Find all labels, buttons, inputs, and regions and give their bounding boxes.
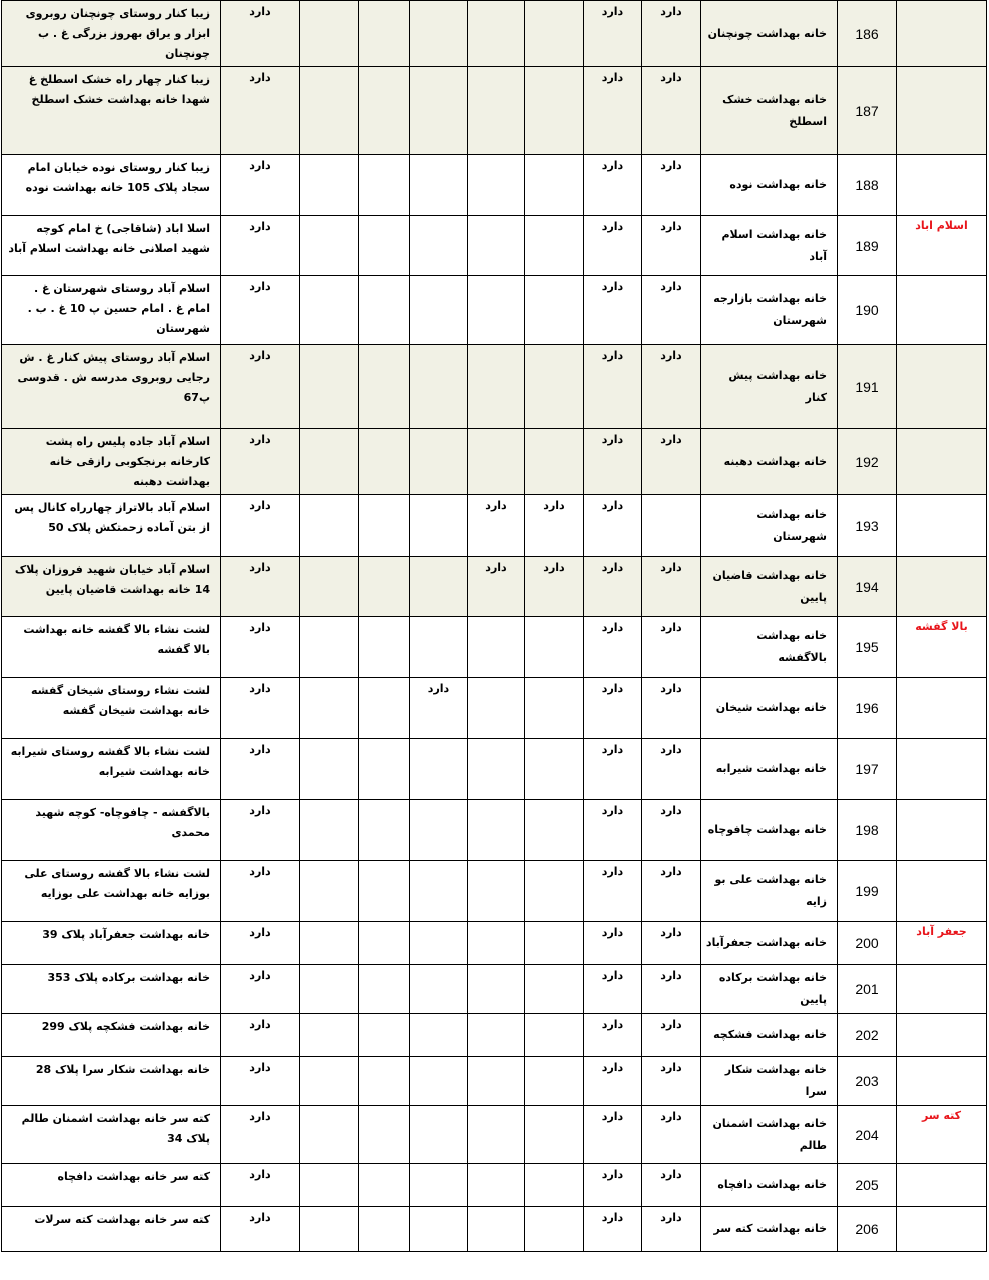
facility-c2-cell <box>300 1164 359 1207</box>
facility-c2-cell <box>300 861 359 922</box>
health-house-name-cell: خانه بهداشت شکار سرا <box>701 1057 838 1106</box>
table-row <box>2 965 987 1014</box>
facility-c2-cell <box>300 1 359 67</box>
facility-c7-cell: دارد <box>584 429 642 495</box>
facility-c8-cell: دارد <box>642 557 701 617</box>
facility-c5-cell: دارد <box>468 557 525 617</box>
row-number-cell: 201 <box>838 965 897 1014</box>
address-cell: کته سر خانه بهداشت اشمنان طالم پلاک 34 <box>2 1106 221 1164</box>
facility-c4-cell <box>410 1106 468 1164</box>
facility-c6-cell: دارد <box>525 557 584 617</box>
table-row <box>2 1164 987 1207</box>
facility-c2-cell <box>300 922 359 965</box>
row-number-cell: 196 <box>838 678 897 739</box>
facility-c4-cell <box>410 965 468 1014</box>
region-cell <box>897 345 987 429</box>
table-row <box>2 678 987 739</box>
facility-c8-cell: دارد <box>642 155 701 216</box>
facility-c7-cell: دارد <box>584 1 642 67</box>
facility-c6-cell <box>525 1207 584 1252</box>
facility-c7-cell: دارد <box>584 1106 642 1164</box>
facility-c3-cell <box>359 861 410 922</box>
health-house-name-cell: خانه بهداشت کته سر <box>701 1207 838 1252</box>
facility-c5-cell <box>468 965 525 1014</box>
facility-c1-cell: دارد <box>221 861 300 922</box>
table-row <box>2 67 987 155</box>
facility-c8-cell: دارد <box>642 678 701 739</box>
facility-c8-cell <box>642 495 701 557</box>
address-cell: اسلا اباد (شاقاجی) خ امام کوچه شهید اصلانی خانه بهداشت اسلام آباد <box>2 216 221 276</box>
facility-c4-cell <box>410 557 468 617</box>
address-cell: لشت نشاء روستای شیخان گفشه خانه بهداشت شیخان گفشه <box>2 678 221 739</box>
health-house-name-cell: خانه بهداشت دافچاه <box>701 1164 838 1207</box>
facility-c5-cell <box>468 1207 525 1252</box>
facility-c8-cell: دارد <box>642 429 701 495</box>
region-cell <box>897 678 987 739</box>
facility-c3-cell <box>359 678 410 739</box>
facility-c6-cell <box>525 678 584 739</box>
facility-c5-cell <box>468 800 525 861</box>
facility-c3-cell <box>359 429 410 495</box>
row-number-cell: 204 <box>838 1106 897 1164</box>
facility-c6-cell <box>525 1014 584 1057</box>
facility-c8-cell: دارد <box>642 617 701 678</box>
facility-c5-cell <box>468 922 525 965</box>
health-house-name-cell: خانه بهداشت جعفرآباد <box>701 922 838 965</box>
facility-c4-cell <box>410 345 468 429</box>
region-cell <box>897 1057 987 1106</box>
facility-c5-cell <box>468 67 525 155</box>
health-house-name-cell: خانه بهداشت شیرابه <box>701 739 838 800</box>
table-row <box>2 861 987 922</box>
address-cell: خانه بهداشت برکاده پلاک 353 <box>2 965 221 1014</box>
region-cell: بالا گفشه <box>897 617 987 678</box>
facility-c6-cell <box>525 800 584 861</box>
facility-c3-cell <box>359 216 410 276</box>
address-cell: خانه بهداشت فشکچه پلاک 299 <box>2 1014 221 1057</box>
facility-c7-cell: دارد <box>584 155 642 216</box>
table-row <box>2 216 987 276</box>
facility-c8-cell: دارد <box>642 800 701 861</box>
facility-c5-cell <box>468 345 525 429</box>
table-row <box>2 1106 987 1164</box>
region-cell <box>897 1014 987 1057</box>
row-number-cell: 206 <box>838 1207 897 1252</box>
facility-c3-cell <box>359 1164 410 1207</box>
facility-c5-cell <box>468 617 525 678</box>
facility-c3-cell <box>359 800 410 861</box>
facility-c4-cell <box>410 495 468 557</box>
row-number-cell: 205 <box>838 1164 897 1207</box>
health-house-name-cell: خانه بهداشت شیخان <box>701 678 838 739</box>
table-row <box>2 922 987 965</box>
region-cell <box>897 67 987 155</box>
region-cell <box>897 155 987 216</box>
address-cell: اسلام آباد روستای شهرستان غ . امام غ . امام حسین پ 10 غ . ب . شهرستان <box>2 276 221 345</box>
facility-c3-cell <box>359 1106 410 1164</box>
region-cell <box>897 800 987 861</box>
facility-c2-cell <box>300 557 359 617</box>
facility-c6-cell <box>525 276 584 345</box>
facility-c7-cell: دارد <box>584 557 642 617</box>
row-number-cell: 186 <box>838 1 897 67</box>
facility-c4-cell <box>410 739 468 800</box>
region-cell <box>897 1 987 67</box>
facility-c3-cell <box>359 495 410 557</box>
facility-c4-cell <box>410 1207 468 1252</box>
facility-c5-cell <box>468 861 525 922</box>
region-cell <box>897 557 987 617</box>
region-cell <box>897 861 987 922</box>
facility-c4-cell <box>410 216 468 276</box>
facility-c1-cell: دارد <box>221 155 300 216</box>
health-house-name-cell: خانه بهداشت دهبنه <box>701 429 838 495</box>
facility-c7-cell: دارد <box>584 1057 642 1106</box>
address-cell: اسلام آباد روستای پیش کنار غ . ش رجایی روبروی مدرسه ش . قدوسی پ67 <box>2 345 221 429</box>
facility-c8-cell: دارد <box>642 1 701 67</box>
facility-c6-cell <box>525 345 584 429</box>
facility-c6-cell <box>525 1106 584 1164</box>
health-house-name-cell: خانه بهداشت شهرستان <box>701 495 838 557</box>
table-row <box>2 617 987 678</box>
facility-c4-cell <box>410 922 468 965</box>
facility-c1-cell: دارد <box>221 1 300 67</box>
facility-c7-cell: دارد <box>584 739 642 800</box>
address-cell: زیبا کنار روستای نوده خیابان امام سجاد پلاک 105 خانه بهداشت نوده <box>2 155 221 216</box>
health-house-name-cell: خانه بهداشت فشکچه <box>701 1014 838 1057</box>
facility-c1-cell: دارد <box>221 345 300 429</box>
row-number-cell: 187 <box>838 67 897 155</box>
facility-c4-cell <box>410 617 468 678</box>
row-number-cell: 192 <box>838 429 897 495</box>
facility-c4-cell <box>410 800 468 861</box>
facility-c5-cell <box>468 1057 525 1106</box>
facility-c5-cell <box>468 1 525 67</box>
table-row <box>2 1 987 67</box>
address-cell: لشت نشاء بالا گفشه روستای شیرابه خانه بهداشت شیرابه <box>2 739 221 800</box>
address-cell: اسلام آباد بالاتراز چهارراه کانال پس از بتن آماده زحمتکش پلاک 50 <box>2 495 221 557</box>
region-cell <box>897 495 987 557</box>
facility-c7-cell: دارد <box>584 67 642 155</box>
facility-c6-cell <box>525 739 584 800</box>
region-cell <box>897 965 987 1014</box>
facility-c5-cell <box>468 1164 525 1207</box>
facility-c6-cell <box>525 155 584 216</box>
facility-c2-cell <box>300 216 359 276</box>
facility-c1-cell: دارد <box>221 557 300 617</box>
health-houses-table <box>1 0 987 1252</box>
facility-c1-cell: دارد <box>221 495 300 557</box>
facility-c5-cell <box>468 678 525 739</box>
address-cell: لشت نشاء بالا گفشه خانه بهداشت بالا گفشه <box>2 617 221 678</box>
facility-c1-cell: دارد <box>221 1207 300 1252</box>
facility-c4-cell <box>410 67 468 155</box>
facility-c3-cell <box>359 1207 410 1252</box>
facility-c7-cell: دارد <box>584 965 642 1014</box>
facility-c1-cell: دارد <box>221 617 300 678</box>
facility-c6-cell <box>525 617 584 678</box>
facility-c8-cell: دارد <box>642 922 701 965</box>
region-cell <box>897 1207 987 1252</box>
facility-c4-cell <box>410 861 468 922</box>
health-house-name-cell: خانه بهداشت چافوچاه <box>701 800 838 861</box>
facility-c2-cell <box>300 155 359 216</box>
table-row <box>2 1057 987 1106</box>
region-cell <box>897 429 987 495</box>
facility-c7-cell: دارد <box>584 1014 642 1057</box>
facility-c8-cell: دارد <box>642 67 701 155</box>
facility-c2-cell <box>300 495 359 557</box>
facility-c3-cell <box>359 739 410 800</box>
health-house-name-cell: خانه بهداشت خشک اسطلخ <box>701 67 838 155</box>
facility-c6-cell <box>525 1 584 67</box>
row-number-cell: 198 <box>838 800 897 861</box>
facility-c2-cell <box>300 429 359 495</box>
row-number-cell: 193 <box>838 495 897 557</box>
facility-c8-cell: دارد <box>642 276 701 345</box>
facility-c1-cell: دارد <box>221 922 300 965</box>
facility-c4-cell <box>410 1 468 67</box>
facility-c4-cell <box>410 429 468 495</box>
facility-c3-cell <box>359 67 410 155</box>
health-house-name-cell: خانه بهداشت بازارجه شهرستان <box>701 276 838 345</box>
facility-c1-cell: دارد <box>221 800 300 861</box>
facility-c6-cell <box>525 965 584 1014</box>
health-house-name-cell: خانه بهداشت قاضیان پایین <box>701 557 838 617</box>
table-row <box>2 800 987 861</box>
health-house-name-cell: خانه بهداشت اسلام آباد <box>701 216 838 276</box>
facility-c8-cell: دارد <box>642 1207 701 1252</box>
row-number-cell: 200 <box>838 922 897 965</box>
facility-c7-cell: دارد <box>584 1207 642 1252</box>
table-row <box>2 276 987 345</box>
facility-c1-cell: دارد <box>221 739 300 800</box>
facility-c2-cell <box>300 800 359 861</box>
health-house-name-cell: خانه بهداشت برکاده پایین <box>701 965 838 1014</box>
table-row <box>2 1207 987 1252</box>
facility-c7-cell: دارد <box>584 678 642 739</box>
facility-c2-cell <box>300 1057 359 1106</box>
facility-c6-cell <box>525 67 584 155</box>
row-number-cell: 188 <box>838 155 897 216</box>
facility-c8-cell: دارد <box>642 1057 701 1106</box>
facility-c4-cell <box>410 276 468 345</box>
row-number-cell: 191 <box>838 345 897 429</box>
facility-c4-cell <box>410 1164 468 1207</box>
region-cell <box>897 739 987 800</box>
address-cell: بالاگفشه - چافوچاه- کوچه شهید محمدی <box>2 800 221 861</box>
table-row <box>2 557 987 617</box>
facility-c5-cell <box>468 739 525 800</box>
facility-c5-cell <box>468 276 525 345</box>
row-number-cell: 197 <box>838 739 897 800</box>
facility-c6-cell <box>525 861 584 922</box>
row-number-cell: 195 <box>838 617 897 678</box>
facility-c2-cell <box>300 965 359 1014</box>
facility-c6-cell <box>525 922 584 965</box>
facility-c7-cell: دارد <box>584 800 642 861</box>
table-row <box>2 155 987 216</box>
facility-c4-cell: دارد <box>410 678 468 739</box>
facility-c5-cell <box>468 429 525 495</box>
table-row <box>2 1014 987 1057</box>
facility-c7-cell: دارد <box>584 861 642 922</box>
facility-c4-cell <box>410 155 468 216</box>
health-house-name-cell: خانه بهداشت اشمنان طالم <box>701 1106 838 1164</box>
facility-c5-cell: دارد <box>468 495 525 557</box>
address-cell: خانه بهداشت شکار سرا پلاک 28 <box>2 1057 221 1106</box>
facility-c3-cell <box>359 1057 410 1106</box>
facility-c2-cell <box>300 1207 359 1252</box>
region-cell: جعفر آباد <box>897 922 987 965</box>
facility-c2-cell <box>300 739 359 800</box>
facility-c2-cell <box>300 345 359 429</box>
facility-c2-cell <box>300 1106 359 1164</box>
facility-c2-cell <box>300 67 359 155</box>
facility-c6-cell <box>525 1164 584 1207</box>
facility-c8-cell: دارد <box>642 739 701 800</box>
facility-c7-cell: دارد <box>584 495 642 557</box>
row-number-cell: 194 <box>838 557 897 617</box>
address-cell: لشت نشاء بالا گفشه روستای علی بوزایه خانه بهداشت علی بوزایه <box>2 861 221 922</box>
facility-c1-cell: دارد <box>221 1106 300 1164</box>
facility-c5-cell <box>468 1014 525 1057</box>
facility-c7-cell: دارد <box>584 216 642 276</box>
facility-c8-cell: دارد <box>642 861 701 922</box>
table-row <box>2 739 987 800</box>
facility-c3-cell <box>359 617 410 678</box>
facility-c6-cell <box>525 1057 584 1106</box>
health-house-name-cell: خانه بهداشت علی بو زایه <box>701 861 838 922</box>
facility-c7-cell: دارد <box>584 617 642 678</box>
facility-c8-cell: دارد <box>642 965 701 1014</box>
facility-c8-cell: دارد <box>642 1164 701 1207</box>
facility-c3-cell <box>359 155 410 216</box>
facility-c5-cell <box>468 216 525 276</box>
row-number-cell: 190 <box>838 276 897 345</box>
table-row <box>2 495 987 557</box>
address-cell: خانه بهداشت جعفرآباد پلاک 39 <box>2 922 221 965</box>
health-house-name-cell: خانه بهداشت بالاگفشه <box>701 617 838 678</box>
facility-c2-cell <box>300 678 359 739</box>
facility-c1-cell: دارد <box>221 429 300 495</box>
facility-c1-cell: دارد <box>221 1164 300 1207</box>
facility-c5-cell <box>468 155 525 216</box>
facility-c7-cell: دارد <box>584 276 642 345</box>
row-number-cell: 203 <box>838 1057 897 1106</box>
facility-c8-cell: دارد <box>642 1014 701 1057</box>
address-cell: اسلام آباد جاده پلیس راه پشت کارخانه برنجکوبی رازقی خانه بهداشت دهبنه <box>2 429 221 495</box>
facility-c1-cell: دارد <box>221 276 300 345</box>
row-number-cell: 189 <box>838 216 897 276</box>
facility-c2-cell <box>300 617 359 678</box>
region-cell: کته سر <box>897 1106 987 1164</box>
region-cell <box>897 1164 987 1207</box>
facility-c6-cell: دارد <box>525 495 584 557</box>
address-cell: کته سر خانه بهداشت کته سرلات <box>2 1207 221 1252</box>
health-house-name-cell: خانه بهداشت چونچنان <box>701 1 838 67</box>
facility-c6-cell <box>525 429 584 495</box>
facility-c1-cell: دارد <box>221 1057 300 1106</box>
address-cell: کته سر خانه بهداشت دافچاه <box>2 1164 221 1207</box>
facility-c8-cell: دارد <box>642 216 701 276</box>
facility-c5-cell <box>468 1106 525 1164</box>
address-cell: زیبا کنار چهار راه خشک اسطلخ غ شهدا خانه بهداشت خشک اسطلخ <box>2 67 221 155</box>
facility-c3-cell <box>359 922 410 965</box>
facility-c7-cell: دارد <box>584 922 642 965</box>
health-house-name-cell: خانه بهداشت نوده <box>701 155 838 216</box>
facility-c3-cell <box>359 1014 410 1057</box>
row-number-cell: 202 <box>838 1014 897 1057</box>
facility-c3-cell <box>359 557 410 617</box>
facility-c8-cell: دارد <box>642 1106 701 1164</box>
facility-c1-cell: دارد <box>221 67 300 155</box>
region-cell: اسلام اباد <box>897 216 987 276</box>
facility-c3-cell <box>359 345 410 429</box>
facility-c4-cell <box>410 1014 468 1057</box>
facility-c7-cell: دارد <box>584 345 642 429</box>
facility-c3-cell <box>359 276 410 345</box>
facility-c7-cell: دارد <box>584 1164 642 1207</box>
facility-c4-cell <box>410 1057 468 1106</box>
row-number-cell: 199 <box>838 861 897 922</box>
facility-c1-cell: دارد <box>221 678 300 739</box>
facility-c1-cell: دارد <box>221 965 300 1014</box>
health-house-name-cell: خانه بهداشت پیش کنار <box>701 345 838 429</box>
facility-c8-cell: دارد <box>642 345 701 429</box>
facility-c1-cell: دارد <box>221 216 300 276</box>
facility-c3-cell <box>359 1 410 67</box>
table-body <box>2 1 987 1252</box>
region-cell <box>897 276 987 345</box>
facility-c3-cell <box>359 965 410 1014</box>
facility-c2-cell <box>300 276 359 345</box>
table-row <box>2 345 987 429</box>
table-row <box>2 429 987 495</box>
address-cell: زیبا کنار روستای چونچنان روبروی ابزار و یراق بهروز بزرگی غ . ب چونچنان <box>2 1 221 67</box>
address-cell: اسلام آباد خیابان شهید فروزان پلاک 14 خانه بهداشت قاضیان پایین <box>2 557 221 617</box>
facility-c1-cell: دارد <box>221 1014 300 1057</box>
facility-c6-cell <box>525 216 584 276</box>
facility-c2-cell <box>300 1014 359 1057</box>
